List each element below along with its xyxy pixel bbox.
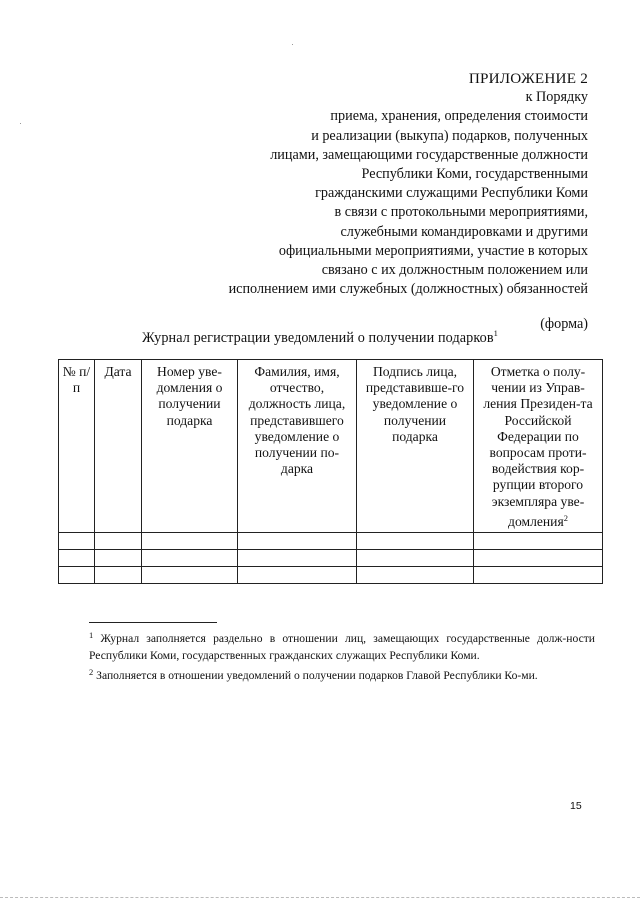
page-number: 15 [570,800,582,812]
appendix-line: Республики Коми, государственными [361,166,588,183]
header-receipt-mark [474,360,603,533]
appendix-line: и реализации (выкупа) подарков, полученных [311,127,588,144]
table-cell[interactable] [142,533,238,550]
table-cell[interactable] [357,533,474,550]
table-cell[interactable] [357,567,474,584]
appendix-line: исполнением ими служебных (должностных) обязанностей [228,281,588,298]
table-cell[interactable] [238,567,357,584]
form-label: (форма) [540,316,588,333]
scan-speck [292,44,293,45]
table-cell[interactable] [142,567,238,584]
journal-title-text: Журнал регистрации уведомлений о получении подарков [142,330,494,346]
table-cell[interactable] [238,550,357,567]
footnote-2 [89,664,595,685]
register-table [58,359,603,584]
appendix-line: приема, хранения, определения стоимости [330,108,588,125]
table-row [59,533,603,550]
appendix-line: гражданскими служащими Республики Коми [315,185,588,202]
table-row [59,567,603,584]
table-cell[interactable] [142,550,238,567]
appendix-header [168,69,588,335]
table-cell[interactable] [95,550,142,567]
header-number: № п/п [59,360,95,533]
table-cell[interactable] [474,567,603,584]
appendix-line: официальными мероприятиями, участие в которых [278,242,588,259]
footnote-ref-2: 2 [563,512,568,523]
footnote-mark: 2 [89,667,94,678]
table-cell[interactable] [95,567,142,584]
footnote-ref-1: 1 [493,328,498,338]
table-row [59,550,603,567]
scan-bottom-edge [0,897,640,898]
footnote-1 [89,627,595,664]
scan-speck [20,123,21,124]
appendix-line: связано с их должностным положением или [321,262,588,279]
footnotes [89,627,595,685]
footnote-text: Журнал заполняется раздельно в отношении лиц, замещающих государственные долж-ности Республики Коми, государственных гражданских служащих Республики Коми. [89,632,595,662]
spacer [168,299,588,315]
appendix-title: ПРИЛОЖЕНИЕ 2 [468,70,588,87]
journal-title [0,328,640,347]
appendix-line: лицами, замещающими государственные должности [270,146,588,163]
table-cell[interactable] [59,550,95,567]
table-cell[interactable] [474,550,603,567]
footnote-divider [89,622,217,623]
table-cell[interactable] [95,533,142,550]
table-cell[interactable] [59,533,95,550]
table-cell[interactable] [59,567,95,584]
table-cell[interactable] [238,533,357,550]
footnote-mark: 1 [89,630,94,640]
header-notice-number: Номер уве-домления о получении подарка [142,360,238,533]
table-cell[interactable] [474,533,603,550]
footnote-text: Заполняется в отношении уведомлений о получении подарков Главой Республики Ко-ми. [93,669,538,683]
appendix-line: служебными командировками и другими [340,223,588,240]
header-signature: Подпись лица, представивше-го уведомление о получении подарка [357,360,474,533]
table-cell[interactable] [357,550,474,567]
header-date: Дата [95,360,142,533]
table-header-row [59,360,603,533]
appendix-line: в связи с протокольными мероприятиями, [334,204,588,221]
appendix-line: к Порядку [525,89,588,106]
header-receipt-mark-text: Отметка о полу-чении из Управ-ления Президен-та Российской Федерации по вопросам проти-водействия кор-рупции второго экземпляра уве-домления [483,364,593,529]
header-full-name: Фамилия, имя, отчество, должность лица, представившего уведомление о получении по-дарка [238,360,357,533]
